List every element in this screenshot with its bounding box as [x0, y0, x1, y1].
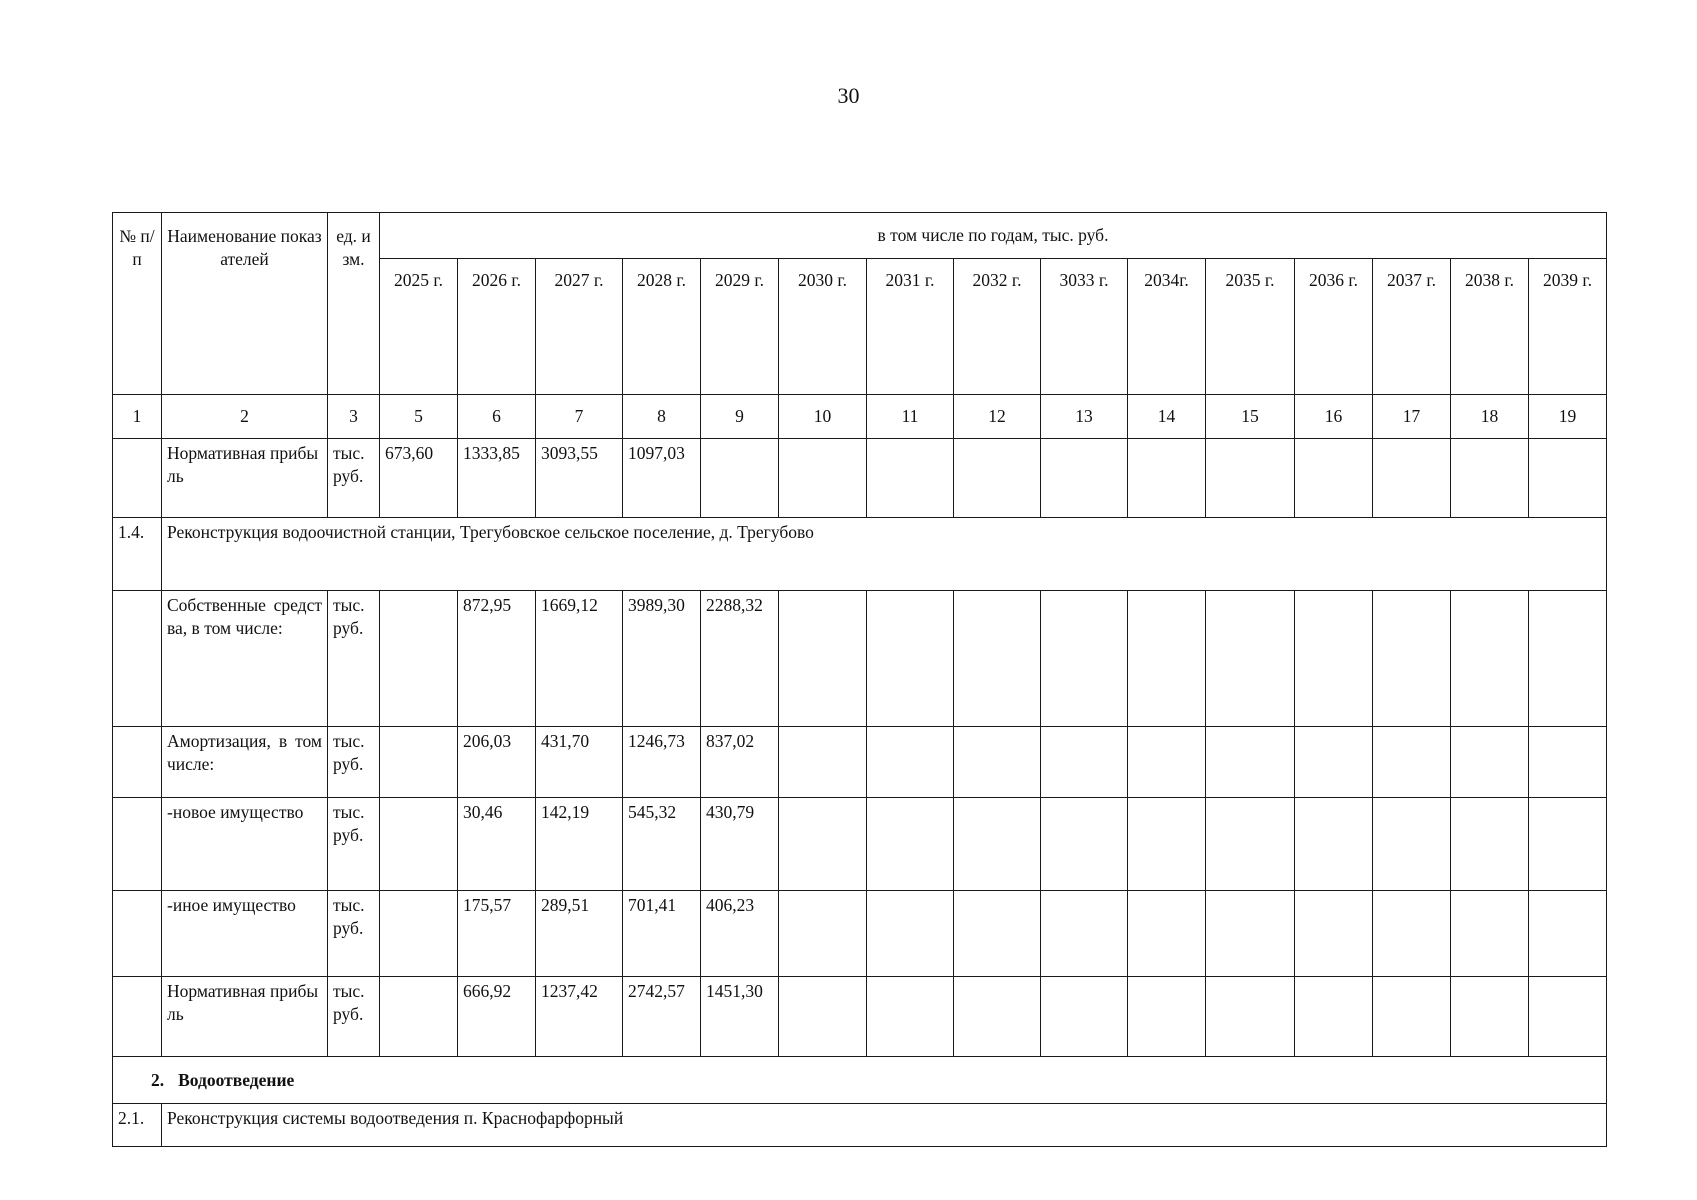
value-cell: 175,57 — [458, 891, 536, 977]
value-cell: 872,95 — [458, 591, 536, 727]
header-num: № п/п — [113, 213, 162, 395]
row-num-cell — [113, 798, 162, 891]
value-cell — [1206, 977, 1295, 1057]
row-num-cell — [113, 891, 162, 977]
column-index-cell: 15 — [1206, 395, 1295, 439]
value-cell — [380, 891, 458, 977]
value-cell — [954, 891, 1041, 977]
header-unit: ед. изм. — [328, 213, 380, 395]
value-cell — [1041, 891, 1128, 977]
value-cell — [1295, 891, 1373, 977]
value-cell — [1041, 591, 1128, 727]
value-cell: 545,32 — [623, 798, 701, 891]
row-unit-cell: тыс. руб. — [328, 727, 380, 798]
row-num-cell — [113, 591, 162, 727]
value-cell: 431,70 — [536, 727, 623, 798]
value-cell — [1529, 798, 1607, 891]
year-2030: 2030 г. — [779, 259, 867, 395]
value-cell: 30,46 — [458, 798, 536, 891]
column-index-cell: 16 — [1295, 395, 1373, 439]
column-index-cell: 5 — [380, 395, 458, 439]
value-cell: 3989,30 — [623, 591, 701, 727]
value-cell — [1206, 727, 1295, 798]
section-row — [113, 518, 1607, 591]
value-cell — [867, 891, 954, 977]
value-cell — [380, 798, 458, 891]
value-cell — [380, 591, 458, 727]
year-2028: 2028 г. — [623, 259, 701, 395]
value-cell — [701, 439, 779, 518]
row-unit-cell: тыс. руб. — [328, 891, 380, 977]
value-cell — [1295, 798, 1373, 891]
value-cell — [1128, 727, 1206, 798]
year-2025: 2025 г. — [380, 259, 458, 395]
row-num-cell — [113, 727, 162, 798]
value-cell — [1295, 727, 1373, 798]
table-row — [113, 591, 1607, 727]
value-cell: 406,23 — [701, 891, 779, 977]
value-cell — [1128, 439, 1206, 518]
value-cell — [1529, 891, 1607, 977]
value-cell: 1237,42 — [536, 977, 623, 1057]
value-cell — [1373, 977, 1451, 1057]
value-cell — [779, 591, 867, 727]
value-cell — [954, 439, 1041, 518]
value-cell: 1097,03 — [623, 439, 701, 518]
value-cell — [779, 727, 867, 798]
value-cell: 1669,12 — [536, 591, 623, 727]
year-2039: 2039 г. — [1529, 259, 1607, 395]
year-2031: 2031 г. — [867, 259, 954, 395]
value-cell — [1206, 439, 1295, 518]
value-cell — [1041, 439, 1128, 518]
value-cell — [1529, 439, 1607, 518]
row-unit-cell: тыс. руб. — [328, 591, 380, 727]
value-cell — [954, 591, 1041, 727]
year-3033: 3033 г. — [1041, 259, 1128, 395]
value-cell — [1529, 727, 1607, 798]
value-cell — [1373, 727, 1451, 798]
header-name: Наименование показателей — [162, 213, 328, 395]
value-cell: 666,92 — [458, 977, 536, 1057]
value-cell — [1206, 798, 1295, 891]
column-index-cell: 1 — [113, 395, 162, 439]
row-name-cell: Нормативная прибыль — [162, 439, 328, 518]
value-cell: 142,19 — [536, 798, 623, 891]
value-cell — [1128, 977, 1206, 1057]
section-number: 1.4. — [113, 518, 162, 591]
row-unit-cell: тыс. руб. — [328, 798, 380, 891]
section-title: Реконструкция системы водоотведения п. Краснофарфорный — [162, 1104, 1607, 1147]
value-cell — [1373, 891, 1451, 977]
value-cell: 3093,55 — [536, 439, 623, 518]
value-cell — [1128, 891, 1206, 977]
value-cell — [779, 891, 867, 977]
column-index-cell: 6 — [458, 395, 536, 439]
value-cell — [779, 798, 867, 891]
column-index-cell: 14 — [1128, 395, 1206, 439]
year-2036: 2036 г. — [1295, 259, 1373, 395]
row-name-cell: -новое имущество — [162, 798, 328, 891]
column-index-cell: 13 — [1041, 395, 1128, 439]
column-index-cell: 9 — [701, 395, 779, 439]
column-index-cell: 12 — [954, 395, 1041, 439]
value-cell: 289,51 — [536, 891, 623, 977]
column-index-row — [113, 395, 1607, 439]
section-heading — [113, 1057, 1607, 1104]
value-cell — [1295, 591, 1373, 727]
section-title: Водоотведение — [178, 1069, 295, 1090]
value-cell — [1373, 439, 1451, 518]
value-cell — [1451, 977, 1529, 1057]
column-index-cell: 18 — [1451, 395, 1529, 439]
year-2038: 2038 г. — [1451, 259, 1529, 395]
table-row — [113, 891, 1607, 977]
year-2027: 2027 г. — [536, 259, 623, 395]
section-title: Реконструкция водоочистной станции, Трегубовское сельское поселение, д. Трегубово — [162, 518, 1607, 591]
value-cell — [1451, 891, 1529, 977]
value-cell — [1041, 727, 1128, 798]
value-cell — [867, 798, 954, 891]
value-cell — [1041, 977, 1128, 1057]
value-cell — [954, 977, 1041, 1057]
value-cell — [867, 727, 954, 798]
header-years-group: в том числе по годам, тыс. руб. — [380, 213, 1607, 259]
table-row — [113, 798, 1607, 891]
value-cell — [954, 727, 1041, 798]
column-index-cell: 8 — [623, 395, 701, 439]
value-cell — [1529, 591, 1607, 727]
value-cell — [1451, 727, 1529, 798]
section-number: 2.1. — [113, 1104, 162, 1147]
row-name-cell: -иное имущество — [162, 891, 328, 977]
value-cell — [1451, 591, 1529, 727]
row-name-cell: Нормативная прибыль — [162, 977, 328, 1057]
value-cell — [1529, 977, 1607, 1057]
value-cell — [1128, 798, 1206, 891]
value-cell: 206,03 — [458, 727, 536, 798]
row-num-cell — [113, 439, 162, 518]
row-unit-cell: тыс. руб. — [328, 977, 380, 1057]
value-cell: 673,60 — [380, 439, 458, 518]
year-2034: 2034г. — [1128, 259, 1206, 395]
column-index-cell: 3 — [328, 395, 380, 439]
value-cell — [1128, 591, 1206, 727]
column-index-cell: 10 — [779, 395, 867, 439]
year-2032: 2032 г. — [954, 259, 1041, 395]
value-cell: 2742,57 — [623, 977, 701, 1057]
value-cell — [1373, 591, 1451, 727]
table-row — [113, 439, 1607, 518]
year-2035: 2035 г. — [1206, 259, 1295, 395]
row-name-cell: Амортизация, в том числе: — [162, 727, 328, 798]
value-cell: 430,79 — [701, 798, 779, 891]
value-cell — [867, 439, 954, 518]
value-cell — [1041, 798, 1128, 891]
column-index-cell: 19 — [1529, 395, 1607, 439]
column-index-cell: 2 — [162, 395, 328, 439]
value-cell — [1373, 798, 1451, 891]
row-num-cell — [113, 977, 162, 1057]
column-index-cell: 7 — [536, 395, 623, 439]
column-index-cell: 17 — [1373, 395, 1451, 439]
value-cell — [954, 798, 1041, 891]
page-number: 30 — [837, 83, 860, 108]
value-cell — [1451, 798, 1529, 891]
value-cell — [1206, 591, 1295, 727]
value-cell — [380, 727, 458, 798]
section-number: 2. — [151, 1069, 165, 1090]
table-row — [113, 977, 1607, 1057]
year-2037: 2037 г. — [1373, 259, 1451, 395]
row-name-cell: Собственные средства, в том числе: — [162, 591, 328, 727]
table-row — [113, 727, 1607, 798]
value-cell — [1451, 439, 1529, 518]
value-cell: 701,41 — [623, 891, 701, 977]
row-unit-cell: тыс. руб. — [328, 439, 380, 518]
financing-table — [112, 212, 1607, 1147]
year-2026: 2026 г. — [458, 259, 536, 395]
value-cell — [779, 977, 867, 1057]
header-row-top — [113, 213, 1607, 259]
value-cell — [867, 591, 954, 727]
value-cell: 1451,30 — [701, 977, 779, 1057]
value-cell — [1206, 891, 1295, 977]
value-cell — [779, 439, 867, 518]
value-cell — [1295, 977, 1373, 1057]
value-cell: 2288,32 — [701, 591, 779, 727]
section-row — [113, 1104, 1607, 1147]
value-cell: 837,02 — [701, 727, 779, 798]
value-cell — [380, 977, 458, 1057]
section-row — [113, 1057, 1607, 1104]
value-cell: 1333,85 — [458, 439, 536, 518]
value-cell: 1246,73 — [623, 727, 701, 798]
value-cell — [867, 977, 954, 1057]
value-cell — [1295, 439, 1373, 518]
year-2029: 2029 г. — [701, 259, 779, 395]
column-index-cell: 11 — [867, 395, 954, 439]
